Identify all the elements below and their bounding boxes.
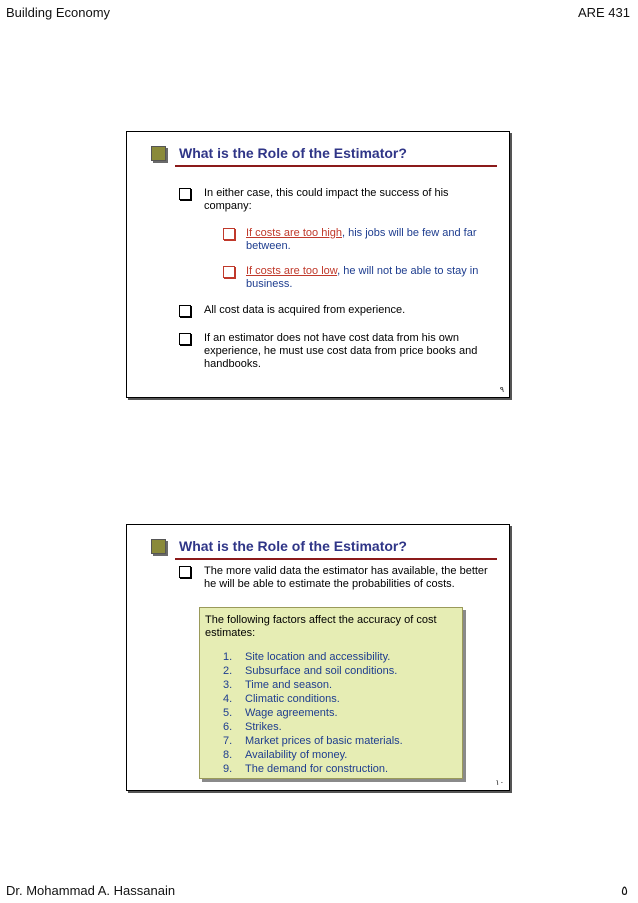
slide-9 (126, 131, 510, 398)
sub-bullet-text (246, 227, 491, 253)
item-text: Time and season. (245, 679, 333, 691)
factors-box (199, 607, 463, 779)
title-square-icon (151, 146, 166, 161)
item-number: 9. (223, 763, 233, 775)
bullet-text: All cost data is acquired from experience. (204, 304, 406, 316)
slide-number: ٩ (499, 385, 504, 394)
item-text: Market prices of basic materials. (245, 735, 403, 747)
checkbox-bullet-icon (179, 305, 191, 317)
bullet-text: If an estimator does not have cost data from his own experience, he must use cost data from price books and handbooks. (204, 332, 478, 370)
checkbox-bullet-icon (223, 266, 235, 278)
bullet-text: In either case, this could impact the success of his company: (204, 187, 449, 212)
slide-title: What is the Role of the Estimator? (179, 538, 407, 554)
header-course-code: ARE 431 (577, 5, 630, 20)
item-text: Strikes. (245, 721, 282, 733)
factors-intro: The following factors affect the accuracy of cost estimates: (205, 614, 437, 639)
item-text: Availability of money. (245, 749, 348, 761)
item-number: 2. (223, 665, 233, 677)
footer-page-number: ٥ (621, 883, 628, 898)
item-text: The demand for construction. (245, 763, 389, 775)
item-text: Climatic conditions. (245, 693, 340, 705)
item-number: 8. (223, 749, 233, 761)
item-text: Subsurface and soil conditions. (245, 665, 398, 677)
checkbox-bullet-icon (223, 228, 235, 240)
slide-number: ١٠ (495, 778, 504, 787)
item-number: 5. (223, 707, 233, 719)
checkbox-bullet-icon (179, 188, 191, 200)
slide-title: What is the Role of the Estimator? (179, 145, 407, 161)
slide-10 (126, 524, 510, 791)
costs-too-high-link[interactable]: If costs are too high (246, 227, 342, 239)
item-number: 6. (223, 721, 233, 733)
item-number: 3. (223, 679, 233, 691)
sub-bullet-rest: , his jobs will be few and far between. (246, 227, 477, 252)
item-text: Wage agreements. (245, 707, 338, 719)
item-text: Site location and accessibility. (245, 651, 391, 663)
checkbox-bullet-icon (179, 333, 191, 345)
title-underline (175, 165, 497, 167)
footer-author: Dr. Mohammad A. Hassanain (6, 883, 176, 898)
costs-too-low-link[interactable]: If costs are too low (246, 265, 338, 277)
bullet-text: The more valid data the estimator has available, the better he will be able to estimate the probabilities of costs. (204, 565, 488, 590)
header-course-title: Building Economy (6, 5, 111, 20)
checkbox-bullet-icon (179, 566, 191, 578)
item-number: 4. (223, 693, 233, 705)
title-underline (175, 558, 497, 560)
sub-bullet-text (246, 265, 496, 291)
title-square-icon (151, 539, 166, 554)
item-number: 7. (223, 735, 233, 747)
item-number: 1. (223, 651, 233, 663)
sub-bullet-rest: , he will not be able to stay in business. (246, 265, 479, 290)
